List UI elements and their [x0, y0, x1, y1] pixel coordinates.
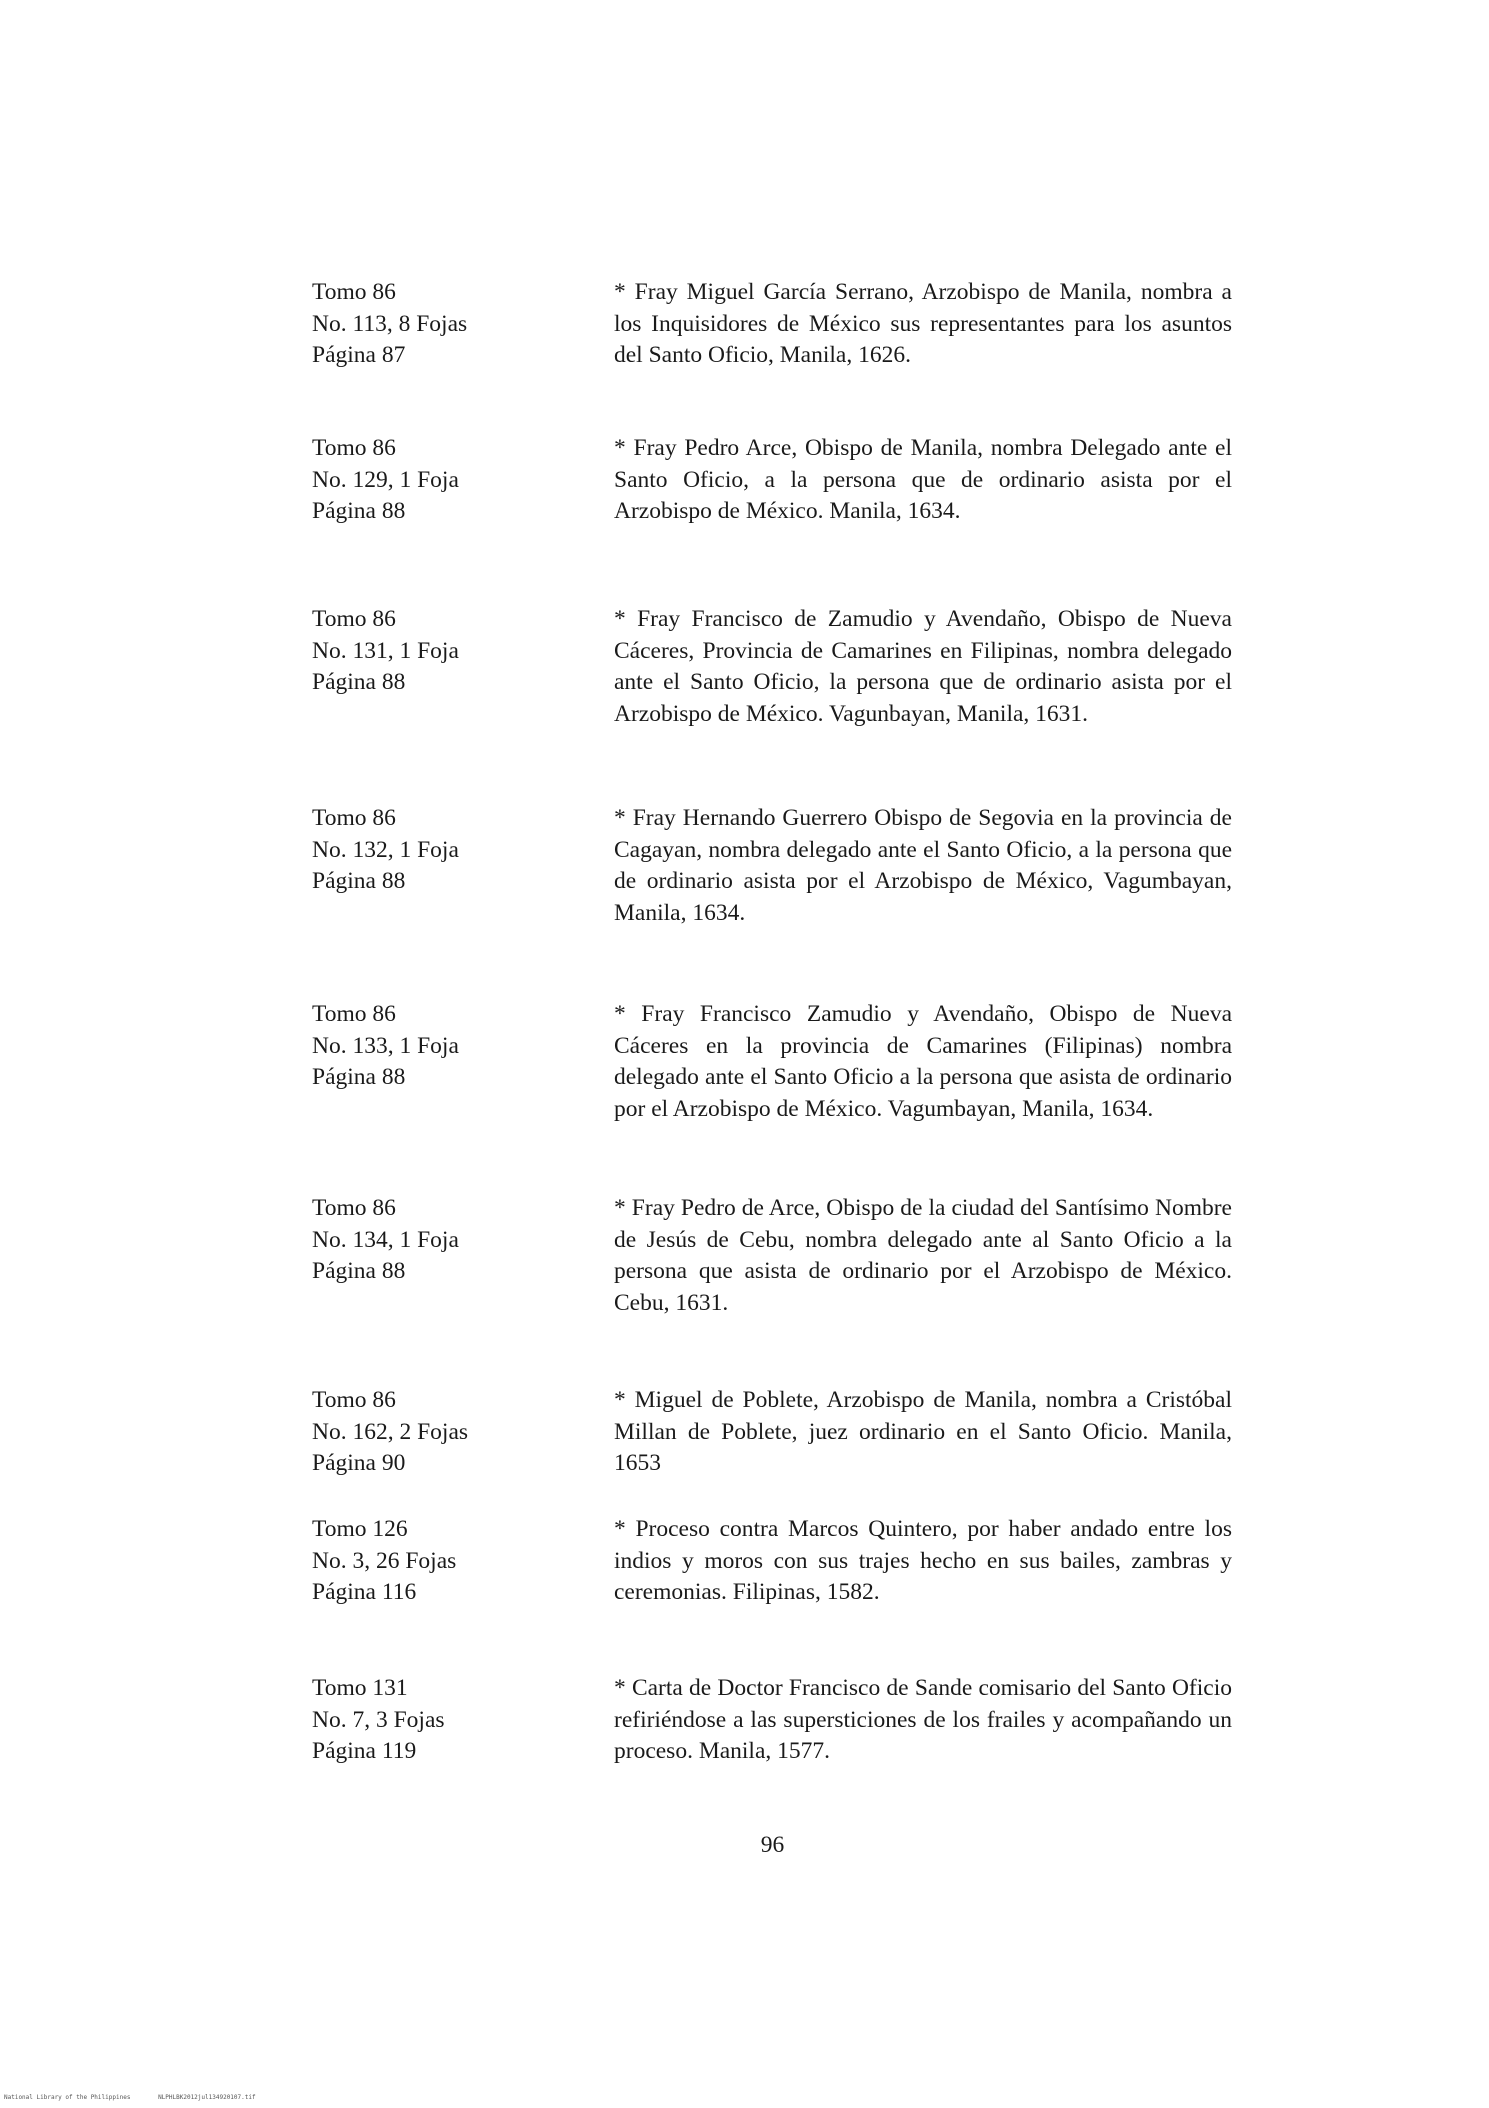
entry-numero: No. 131, 1 Foja: [312, 637, 459, 664]
entry-reference: [312, 604, 542, 699]
entry-description: * Fray Pedro de Arce, Obispo de la ciudad del Santísimo Nombre de Jesús de Cebu, nombra delegado ante al Santo Oficio a la persona que asista de ordinario por el Arzobispo de México. Cebu, 1631.: [614, 1195, 1232, 1316]
entry-tomo: Tomo 86: [312, 279, 396, 305]
entry-description: * Carta de Doctor Francisco de Sande comisario del Santo Oficio refiriéndose a las supersticiones de los frailes y acompañando un proceso. Manila, 1577.: [614, 1675, 1232, 1764]
entry-description: * Fray Pedro Arce, Obispo de Manila, nombra Delegado ante el Santo Oficio, a la persona que de ordinario asista por el Arzobispo de México. Manila, 1634.: [614, 435, 1232, 524]
entry-tomo: Tomo 86: [312, 805, 396, 831]
entry-tomo: Tomo 131: [312, 1675, 408, 1701]
entry-tomo: Tomo 86: [312, 606, 396, 632]
entry-reference: [312, 803, 542, 898]
entry-reference: [312, 433, 542, 528]
entry-reference: [312, 1385, 542, 1480]
entry-pagina: Página 88: [312, 868, 406, 894]
entry-reference: [312, 277, 542, 372]
entry-tomo: Tomo 86: [312, 1387, 396, 1413]
entry-description: * Proceso contra Marcos Quintero, por haber andado entre los indios y moros con sus trajes hecho en sus bailes, zambras y ceremonias. Filipinas, 1582.: [614, 1516, 1232, 1605]
entry-reference: [312, 999, 542, 1094]
entry-pagina: Página 88: [312, 498, 406, 524]
entry-tomo: Tomo 86: [312, 1001, 396, 1027]
entry-reference: [312, 1673, 542, 1768]
entry-pagina: Página 90: [312, 1450, 406, 1476]
entry-description: * Miguel de Poblete, Arzobispo de Manila, nombra a Cristóbal Millan de Poblete, juez ordinario en el Santo Oficio. Manila, 1653: [614, 1387, 1232, 1476]
entry-tomo: Tomo 126: [312, 1516, 408, 1542]
entry-numero: No. 133, 1 Foja: [312, 1032, 459, 1059]
entry-pagina: Página 88: [312, 1064, 406, 1090]
entry-tomo: Tomo 86: [312, 1195, 396, 1221]
entry-pagina: Página 119: [312, 1738, 417, 1764]
entry-description: * Fray Francisco de Zamudio y Avendaño, Obispo de Nueva Cáceres, Provincia de Camarines en Filipinas, nombra delegado ante el Santo Oficio, la persona que de ordinario asista por el Arzobispo de México. Vagunbayan, Manila, 1631.: [614, 606, 1232, 727]
entry-reference: [312, 1193, 542, 1288]
footer-library: National Library of the Philippines: [4, 2094, 131, 2101]
entry-reference: [312, 1514, 542, 1609]
entry-numero: No. 129, 1 Foja: [312, 466, 459, 493]
entry-numero: No. 162, 2 Fojas: [312, 1418, 469, 1445]
entry-description: * Fray Francisco Zamudio y Avendaño, Obispo de Nueva Cáceres en la provincia de Camarines (Filipinas) nombra delegado ante el Santo Oficio a la persona que asista de ordinario por el Arzobispo de México. Vagumbayan, Manila, 1634.: [614, 1001, 1232, 1122]
entry-pagina: Página 87: [312, 342, 406, 368]
entry-pagina: Página 88: [312, 669, 406, 695]
entry-numero: No. 7, 3 Fojas: [312, 1706, 445, 1733]
entry-description: * Fray Miguel García Serrano, Arzobispo de Manila, nombra a los Inquisidores de México sus representantes para los asuntos del Santo Oficio, Manila, 1626.: [614, 279, 1232, 368]
entry-numero: No. 134, 1 Foja: [312, 1226, 459, 1253]
page-number: 96: [760, 1832, 785, 1858]
entry-numero: No. 113, 8 Fojas: [312, 310, 468, 337]
entry-pagina: Página 88: [312, 1258, 406, 1284]
entry-description: * Fray Hernando Guerrero Obispo de Segovia en la provincia de Cagayan, nombra delegado ante el Santo Oficio, a la persona que de ordinario asista por el Arzobispo de México, Vagumbayan, Manila, 1634.: [614, 805, 1232, 926]
entry-numero: No. 132, 1 Foja: [312, 836, 459, 863]
entry-pagina: Página 116: [312, 1579, 417, 1605]
scan-footer: [4, 2094, 280, 2101]
entry-numero: No. 3, 26 Fojas: [312, 1547, 457, 1574]
footer-file: NLPHLBK2012jul134920107.tif: [158, 2094, 256, 2101]
entry-tomo: Tomo 86: [312, 435, 396, 461]
